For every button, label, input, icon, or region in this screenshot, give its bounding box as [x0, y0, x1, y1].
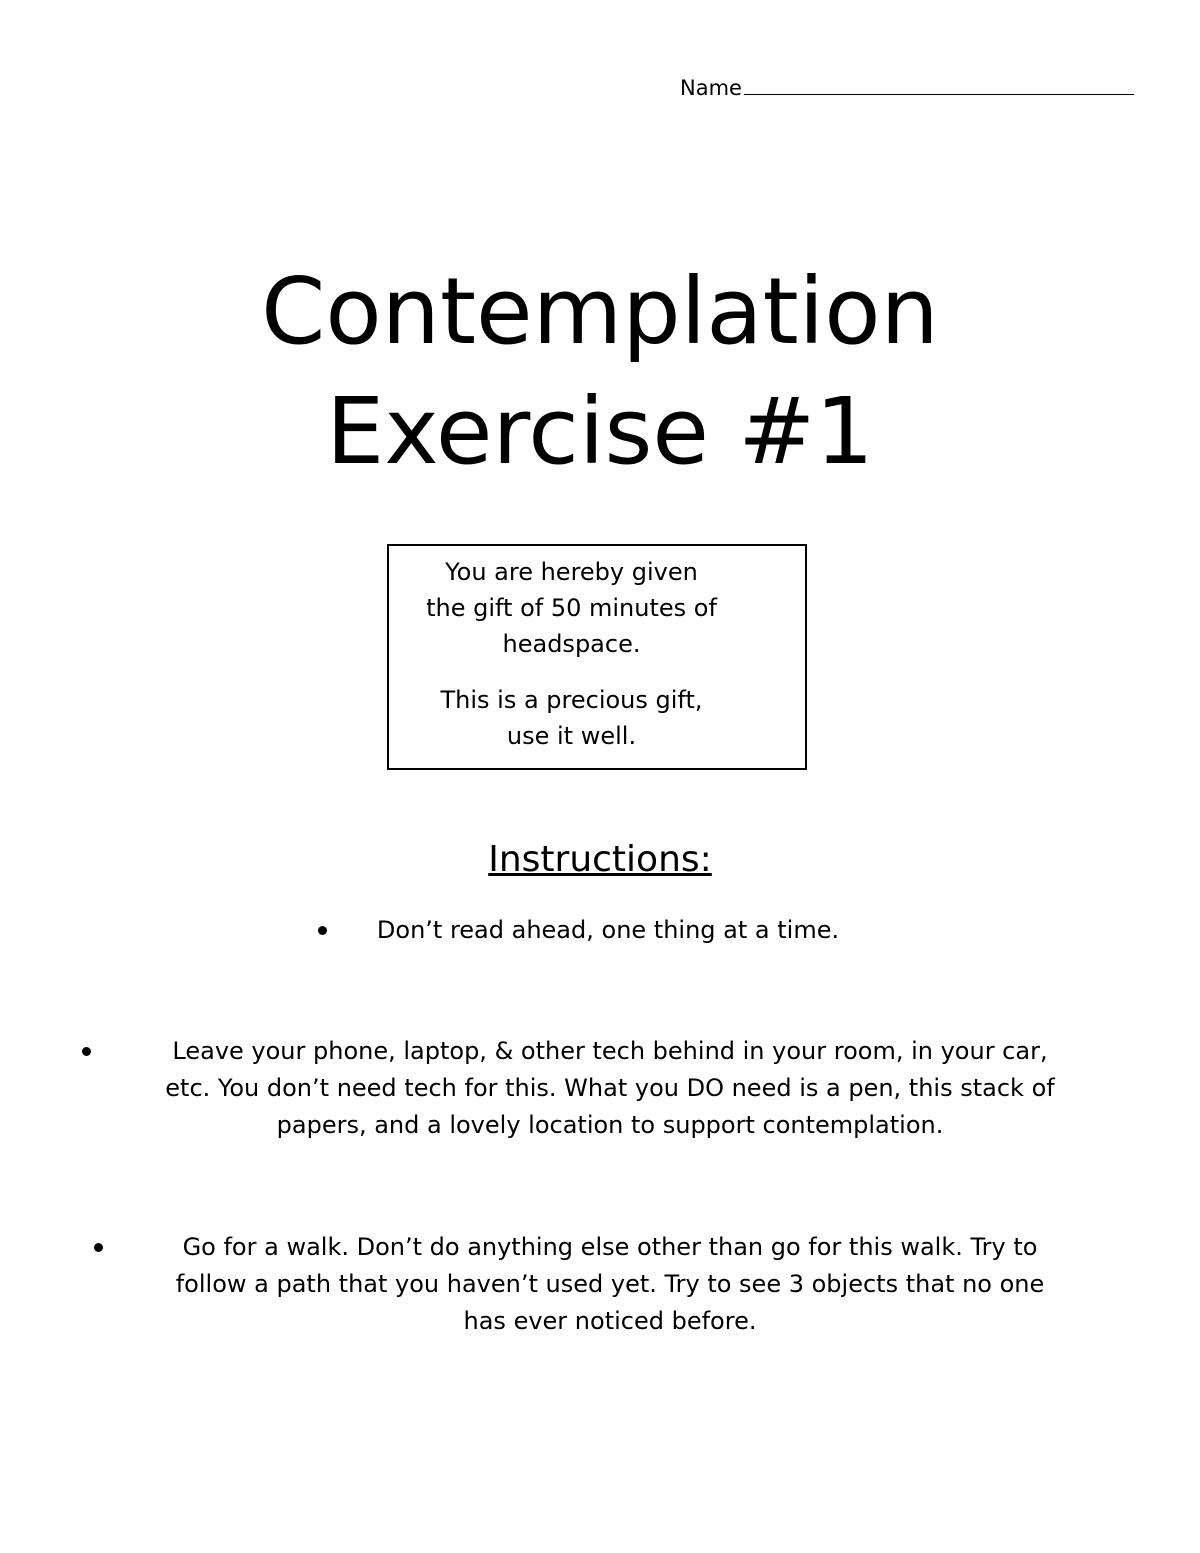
bullet-icon [318, 926, 327, 935]
instructions-heading: Instructions: [488, 839, 712, 880]
title-line-2: Exercise #1 [326, 378, 874, 485]
gift-line: headspace. [502, 630, 641, 658]
instruction-item [60, 1033, 1160, 1144]
instruction-line: etc. You don’t need tech for this. What you DO need is a pen, this stack of [165, 1074, 1055, 1102]
instruction-line: Leave your phone, laptop, & other tech behind in your room, in your car, [172, 1037, 1048, 1065]
gift-paragraph-1 [389, 554, 754, 662]
gift-paragraph-2 [389, 682, 754, 754]
instruction-item [60, 1229, 1160, 1340]
bullet-icon [82, 1047, 91, 1056]
gift-line: This is a precious gift, [440, 686, 703, 714]
gift-line: You are hereby given [445, 558, 698, 586]
title-line-1: Contemplation [261, 258, 939, 365]
bullet-icon [94, 1243, 103, 1252]
gift-line: use it well. [506, 722, 637, 750]
name-label: Name [680, 76, 742, 100]
gift-line: the gift of 50 minutes of [426, 594, 717, 622]
page-title [0, 252, 1200, 492]
instruction-line: papers, and a lovely location to support contemplation. [276, 1111, 944, 1139]
name-blank-line [744, 76, 1134, 95]
gift-box [387, 544, 807, 770]
instruction-line: Don’t read ahead, one thing at a time. [376, 916, 840, 944]
instruction-line: Go for a walk. Don’t do anything else other than go for this walk. Try to [182, 1233, 1038, 1261]
instruction-line: has ever noticed before. [463, 1307, 757, 1335]
name-field [680, 74, 1134, 102]
instruction-line: follow a path that you haven’t used yet. Try to see 3 objects that no one [175, 1270, 1045, 1298]
instruction-item [300, 912, 900, 949]
